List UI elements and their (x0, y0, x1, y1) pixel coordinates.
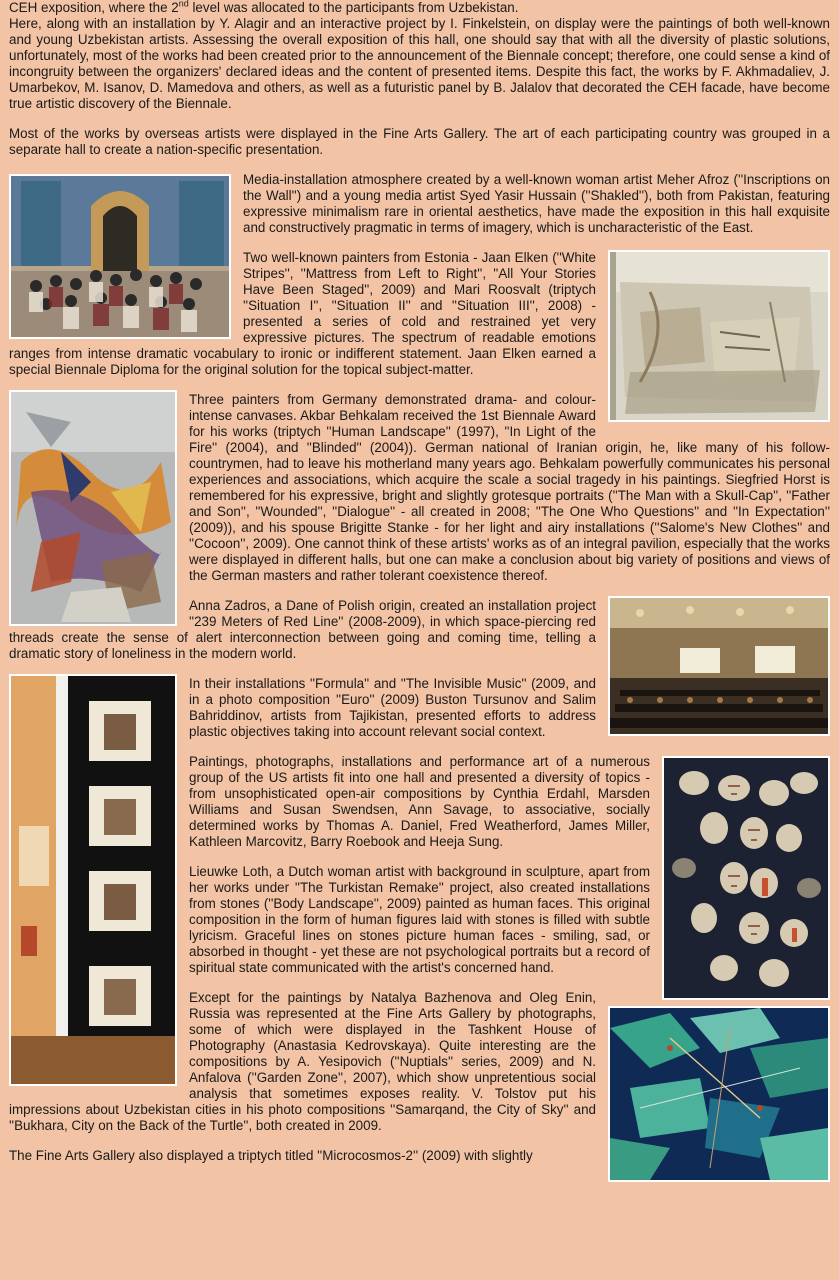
paragraph-overseas: Most of the works by overseas artists were displayed in the Fine Arts Gallery. The art of each participating country was grouped in a separate hall to create a nation-specific presentation. (9, 126, 830, 157)
paragraph-intro (9, 0, 830, 16)
painted-stones-photo (662, 756, 830, 1000)
superscript-nd: nd (178, 0, 189, 9)
paragraph-microcosmos: The Fine Arts Gallery also displayed a triptych titled ''Microcosmos-2'' (2009) with slightly (9, 1148, 533, 1163)
paragraph-germany: Three painters from Germany demonstrated drama- and colour-intense canvases. Akbar Behkalam received the 1st Biennale Award for his works (triptych ''Human Landscape'' (1997), ''In Light of the Fire'' (2004), and ''Blinded'' (2004)). German national of Iranian origin, he, like many of his follow-countrymen, had to leave his motherland many years ago. Behkalam powerfully communicates his personal experiences and associations, which acquire the scale a social tragedy in his paintings. Siegfried Horst is remembered for his expressive, bright and slightly grotesque portraits (''The Man with a Skull-Cap'', ''Father and Son'', ''Wounded'', ''Dialogue'' - all created in 2008; ''The One Who Questions'' and ''In Expectation'' (2009)), and his spouse Brigitte Stanke - for her light and airy installations (''Salome's New Clothes'' and ''Cocoon'', 2009). One cannot think of these artists' works as of an integral pavilion, especially that the works were displayed in different halls, but one can make a conclusion about big variety of positions and views of the German masters and rather tolerant coexistence thereof. (189, 392, 830, 583)
paragraph-usa: Paintings, photographs, installations and performance art of a numerous group of the US artists fit into one hall and presented a diversity of topics - from unsophisticated open-air compositions by Cynthia Erdahl, Marsden Williams and Susan Swendsen, Ann Savage, to associative, socially determined works by Thomas A. Daniel, Fred Weatherford, James Miller, Kathleen Marcovitz, Barry Roebook and Heeja Sung. (189, 754, 650, 849)
paragraph-russia: Except for the paintings by Natalya Bazhenova and Oleg Enin, Russia was represented at the Fine Arts Gallery by photographs, some of which were displayed in the Tashkent House of Photography (Anastasia Kedrovskaya). Quite interesting are the compositions by A. Yesipovich (''Nuptials'' series, 2009) and N. Anfalova (''Garden Zone'', 2007), which show unpretentious social analysis that sometimes exposes reality. V. Tolstov put his impressions about Uzbekistan cities in his photo compositions ''Samarqand, the City of Sky'' and ''Bukhara, City on the Back of the Turtle'', both created in 2009. (9, 990, 596, 1133)
paragraph-tajikistan: In their installations ''Formula'' and ''The Invisible Music'' (2009, and in a photo composition ''Euro'' (2009) Buston Tursunov and Salim Bahriddinov, artists from Tajikistan, presented efforts to address plastic objectives taking into account relevant social context. (189, 676, 596, 739)
exhibition-column-photo (9, 674, 177, 1086)
germany-painting-photo (9, 390, 177, 626)
estonia-painting-photo (608, 250, 830, 422)
conference-hall-photo (608, 596, 830, 736)
paragraph-netherlands: Lieuwke Loth, a Dutch woman artist with background in sculpture, apart from her works under ''The Turkistan Remake'' project, also created installations from stones (''Body Landscape'', 2009) painted as human faces. This original composition in the form of human figures laid with stones is filled with subtle lyricism. Graceful lines on stones picture human faces - smiling, sad, or absorbed in thought - yet these are not psychological portraits but a record of spiritual state communicated with the artist's concerned hand. (189, 864, 650, 975)
paragraph-estonia: Two well-known painters from Estonia - Jaan Elken (''White Stripes'', ''Mattress from Left to Right'', ''All Your Stories Have Been Staged'', 2009) and Mari Roosvalt (triptych ''Situation I'', ''Situation II'' and ''Situation III'', 2008) - presented a series of cold and restrained yet very expressive pictures. The spectrum of readable emotions ranges from intense dramatic vocabulary to ironic or indifferent statement. Jaan Elken earned a special Biennale Diploma for the original solution for the topical subject-matter. (9, 250, 596, 377)
intro-text-end: level was allocated to the participants from Uzbekistan. (188, 0, 519, 15)
group-photo (9, 174, 231, 339)
abstract-blue-photo (608, 1006, 830, 1182)
paragraph-pakistan: Media-installation atmosphere created by a well-known woman artist Meher Afroz (''Inscriptions on the Wall'') and a young media artist Syed Yasir Hussain (''Shakled''), both from Pakistan, featuring expressive minimalism rare in oriental aesthetics, have made the exposition in this hall exquisite and constructively pragmatic in terms of imagery, which is uncharacteristic of the East. (243, 172, 830, 235)
paragraph-uzbekistan: Here, along with an installation by Y. Alagir and an interactive project by I. Finkelstein, on display were the paintings of both well-known and young Uzbekistan artists. Assessing the overall exposition of this hall, one should say that with all the diversity of plastic solutions, unfortunately, most of the works had been created prior to the announcement of the Biennale concept; therefore, one could sense a kind of incongruity between the organizers' declared ideas and the content of presented items. Despite this fact, the works by F. Akhmadaliev, J. Umarbekov, M. Isanov, D. Mamedova and others, as well as a futuristic panel by B. Jalalov that decorated the CEH facade, have become true artistic discovery of the Biennale. (9, 16, 830, 111)
intro-text: CEH exposition, where the 2 (9, 0, 179, 15)
paragraph-denmark: Anna Zadros, a Dane of Polish origin, created an installation project ''239 Meters of Red Line'' (2008-2009), in which space-piercing red threads create the sense of alert interconnection between going and coming time, telling a dramatic story of loneliness in the modern world. (9, 598, 596, 661)
